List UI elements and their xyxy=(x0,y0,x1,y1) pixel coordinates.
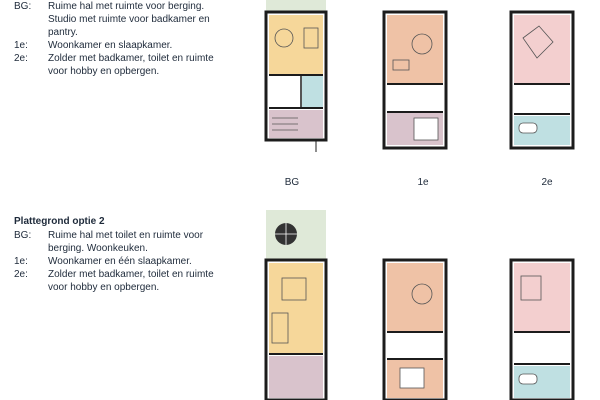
floor-caption: BG xyxy=(284,177,300,188)
floor-label: 2e: xyxy=(14,269,28,280)
option1-2e-row xyxy=(14,52,214,78)
floor-description: Woonkamer en slaapkamer. xyxy=(48,40,173,51)
option1-attic-plan xyxy=(505,8,585,153)
option2-heading: Plattegrond optie 2 xyxy=(14,216,105,227)
floor-description: Zolder met badkamer, toilet en ruimte voor hobby en opbergen. xyxy=(48,53,214,77)
floor-label: 1e: xyxy=(14,256,28,267)
option1-1e-row xyxy=(14,39,214,52)
floor-description: Ruime hal met ruimte voor berging. Studio met ruimte voor badkamer en pantry. xyxy=(48,1,210,38)
option2-ground-floor-plan xyxy=(258,208,338,400)
option1-first-floor-plan xyxy=(378,8,458,153)
option2-2e-row xyxy=(14,268,214,294)
option2-1e-row xyxy=(14,255,214,268)
option1-bg-row xyxy=(14,0,214,39)
floor-description: Ruime hal met toilet en ruimte voor berging. Woonkeuken. xyxy=(48,230,204,254)
floor-label: 2e: xyxy=(14,53,28,64)
option2-attic-plan xyxy=(505,256,585,400)
floor-description: Woonkamer en één slaapkamer. xyxy=(48,256,192,267)
option1-ground-floor-plan xyxy=(258,0,338,155)
floor-caption: 2e xyxy=(541,177,553,188)
option1-text xyxy=(14,0,214,78)
floor-description: Zolder met badkamer, toilet en ruimte voor hobby en opbergen. xyxy=(48,269,214,293)
floor-caption: 1e xyxy=(417,177,429,188)
option2-first-floor-plan xyxy=(378,256,458,400)
option2-text xyxy=(14,215,214,294)
floor-label: BG: xyxy=(14,230,32,241)
floor-label: BG: xyxy=(14,1,32,12)
floor-label: 1e: xyxy=(14,40,28,51)
option2-bg-row xyxy=(14,229,214,255)
